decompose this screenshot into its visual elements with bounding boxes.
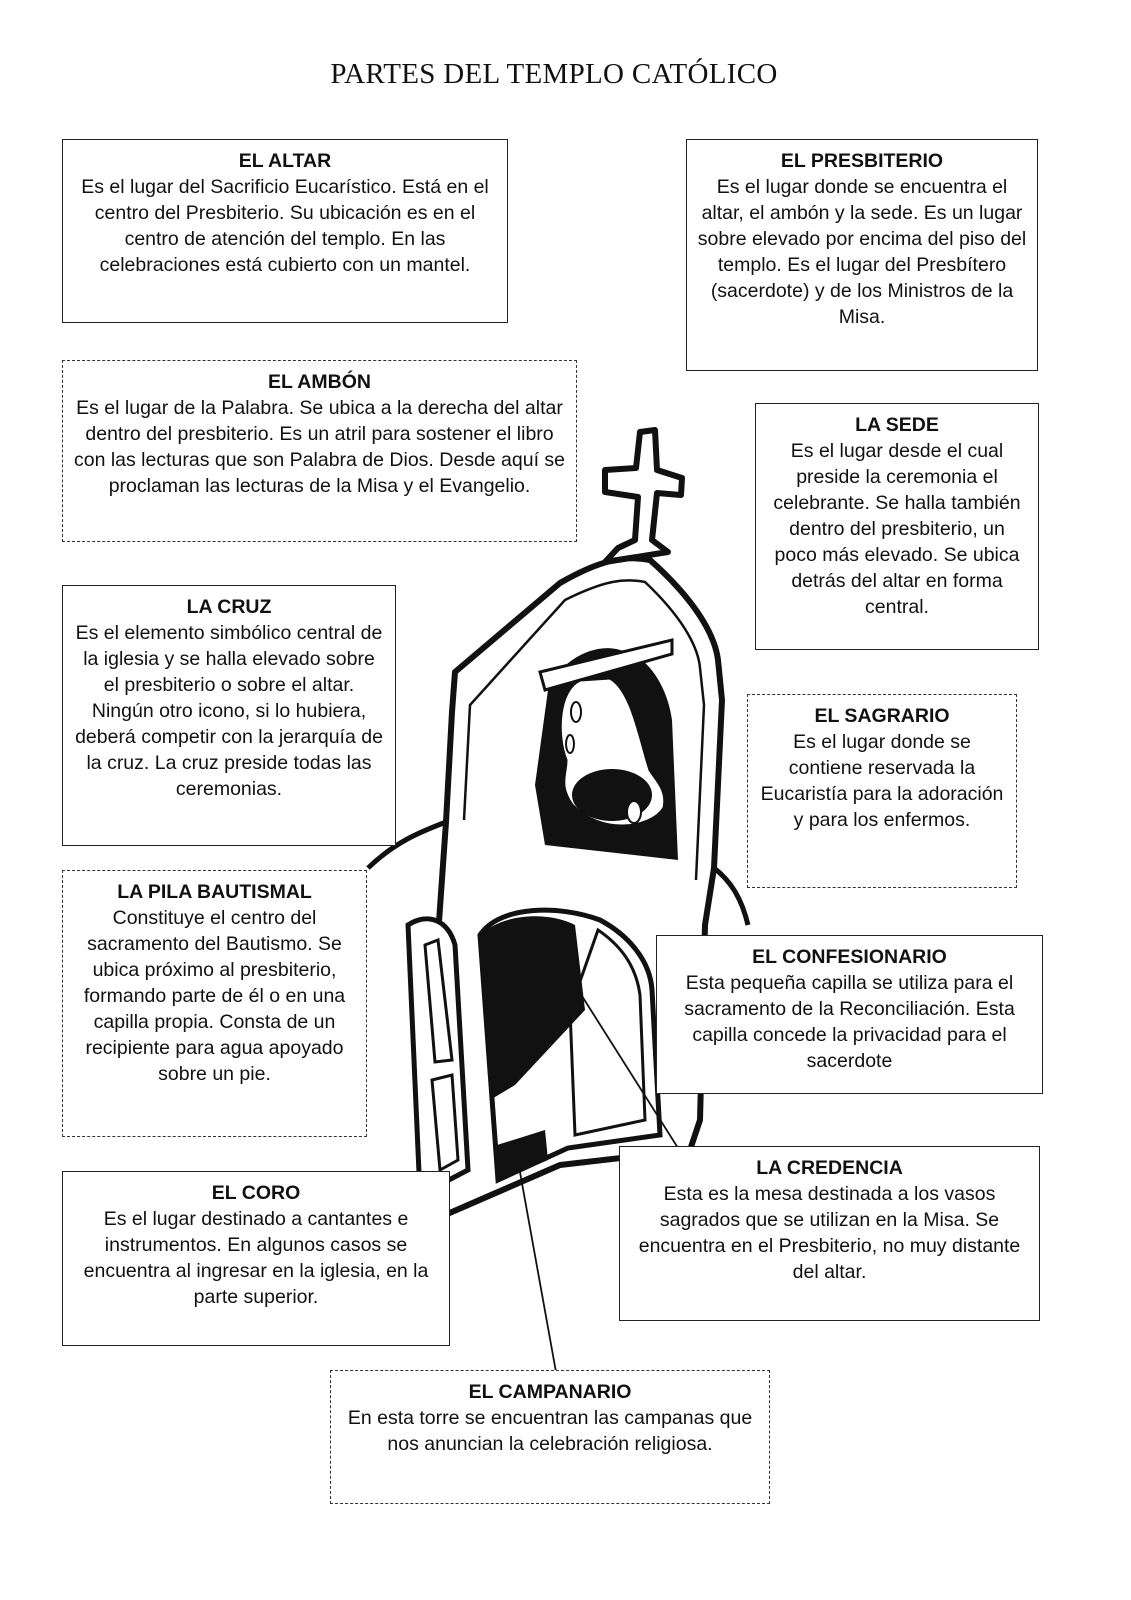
pila-box [62, 870, 367, 1137]
altar-text: Es el lugar del Sacrificio Eucarístico. Está en el centro del Presbiterio. Su ubicación es en el centro de atención del templo. En las celebraciones está cubierto con un mantel. [81, 176, 489, 276]
page-title: PARTES DEL TEMPLO CATÓLICO [330, 58, 778, 90]
sagrario-text: Es el lugar donde se contiene reservada la Eucaristía para la adoración y para los enfermos. [760, 731, 1004, 831]
sede-heading: LA SEDE [855, 414, 939, 436]
coro-heading: EL CORO [211, 1182, 301, 1204]
altar-box [62, 139, 508, 323]
credencia-heading: LA CREDENCIA [756, 1157, 903, 1179]
confesionario-heading: EL CONFESIONARIO [752, 946, 947, 968]
campanario-text: En esta torre se encuentran las campanas que nos anuncian la celebración religiosa. [347, 1407, 753, 1455]
ground-right [714, 868, 748, 925]
sede-text: Es el lugar desde el cual preside la ceremonia el celebrante. Se halla también dentro del presbiterio, un poco más elevado. Se ubica detrás del altar en forma central. [773, 440, 1021, 618]
sagrario-heading: EL SAGRARIO [814, 705, 950, 727]
coro-text: Es el lugar destinado a cantantes e instrumentos. En algunos casos se encuentra al ingresar en la iglesia, en la parte superior. [83, 1208, 429, 1308]
altar-heading: EL ALTAR [238, 150, 332, 172]
confesionario-box [656, 935, 1043, 1094]
coro-box [62, 1171, 450, 1346]
cruz-box [62, 585, 396, 846]
ambon-text: Es el lugar de la Palabra. Se ubica a la derecha del altar dentro del presbiterio. Es un atril para sostener el libro con las lecturas que son Palabra de Dios. Desde aquí se proclaman las lecturas de la Misa y el Evangelio. [73, 397, 566, 497]
leader-campanario [516, 1150, 556, 1372]
cruz-text: Es el elemento simbólico central de la iglesia y se halla elevado sobre el presbiterio o sobre el altar. Ningún otro icono, si lo hubiera, deberá competir con la jerarquía de la cruz. La cruz preside todas las ceremonias. [75, 622, 383, 800]
cruz-heading: LA CRUZ [186, 596, 272, 618]
ambon-box [62, 360, 577, 542]
sagrario-box [747, 694, 1017, 888]
campanario-box [330, 1370, 770, 1504]
credencia-text: Esta es la mesa destinada a los vasos sagrados que se utilizan en la Misa. Se encuentra en el Presbiterio, no muy distante del altar. [638, 1183, 1021, 1283]
presbiterio-heading: EL PRESBITERIO [780, 150, 944, 172]
pila-text: Constituye el centro del sacramento del Bautismo. Se ubica próximo al presbiterio, formando parte de él o en una capilla propia. Consta de un recipiente para agua apoyado sobre un pie. [83, 907, 346, 1085]
presbiterio-box [686, 139, 1038, 371]
sede-box [755, 403, 1039, 650]
ambon-heading: EL AMBÓN [268, 371, 371, 393]
presbiterio-text: Es el lugar donde se encuentra el altar, el ambón y la sede. Es un lugar sobre elevado por encima del piso del templo. Es el lugar del Presbítero (sacerdote) y de los Ministros de la Misa. [697, 176, 1027, 328]
credencia-box [619, 1146, 1040, 1321]
confesionario-text: Esta pequeña capilla se utiliza para el sacramento de la Reconciliación. Esta capilla concede la privacidad para el sacerdote [684, 972, 1015, 1072]
cross [605, 430, 682, 562]
campanario-heading: EL CAMPANARIO [468, 1381, 632, 1403]
pila-heading: LA PILA BAUTISMAL [117, 881, 312, 903]
